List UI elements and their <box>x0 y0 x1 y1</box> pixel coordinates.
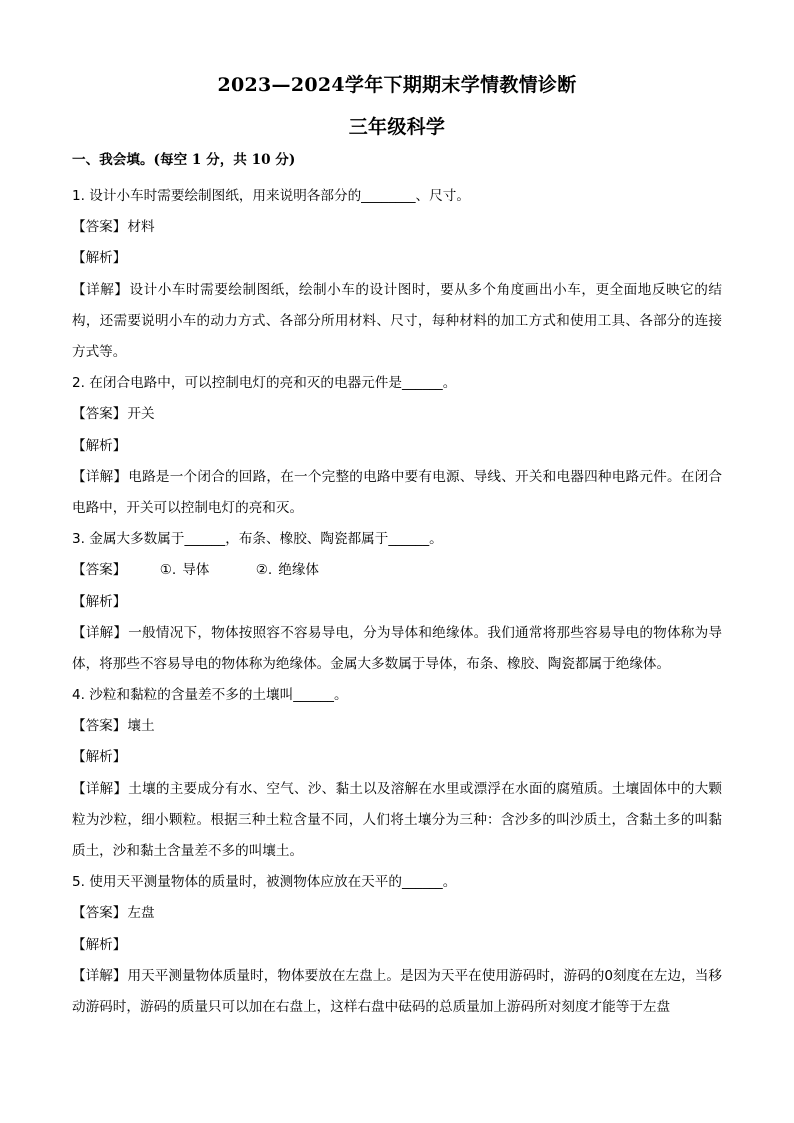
answer-text: 壤土 <box>127 718 155 735</box>
answer-option-2 <box>256 555 319 586</box>
answer-tag: 【答案】 <box>72 905 127 922</box>
detail-tag: 【详解】 <box>72 967 127 984</box>
answer-line <box>72 711 722 742</box>
section-heading: 一、我会填。(每空 1 分，共 10 分) <box>72 152 296 168</box>
analysis-tag: 【解析】 <box>72 250 127 267</box>
answer-option-2-text: 绝缘体 <box>278 562 320 579</box>
answer-tag: 【答案】 <box>72 406 127 423</box>
detail-tag: 【详解】 <box>72 281 129 298</box>
detail-text: 一般情况下，物体按照容不容易导电，分为导体和绝缘体。我们通常将那些容易导电的物体称为导体，将那些不容易导电的物体称为绝缘体。金属大多数属于导体，布条、橡胶、陶瓷都属于绝缘体。 <box>72 624 723 672</box>
question-stem: 4. 沙粒和黏粒的含量差不多的土壤叫______。 <box>72 687 348 704</box>
detail-paragraph <box>72 618 722 680</box>
detail-paragraph <box>72 462 722 524</box>
answer-option-1 <box>160 555 210 586</box>
detail-text: 土壤的主要成分有水、空气、沙、黏土以及溶解在水里或漂浮在水面的腐殖质。土壤固体中的大颗粒为沙粒，细小颗粒。根据三种土粒含量不同，人们将土壤分为三种：含沙多的叫沙质土，含黏土多的叫黏质土，沙和黏土含量差不多的叫壤土。 <box>72 780 723 860</box>
document-body <box>72 150 722 1023</box>
detail-text: 设计小车时需要绘制图纸，绘制小车的设计图时，要从多个角度画出小车，更全面地反映它的结构，还需要说明小车的动力方式、各部分所用材料、尺寸，每种材料的加工方式和使用工具、各部分的连接方式等。 <box>72 281 723 360</box>
detail-tag: 【详解】 <box>72 468 128 485</box>
answer-text: 材料 <box>127 219 155 236</box>
detail-tag: 【详解】 <box>72 624 128 641</box>
answer-line <box>72 555 722 586</box>
detail-text: 用天平测量物体质量时，物体要放在左盘上。是因为天平在使用游码时，游码的0刻度在左边，当移动游码时，游码的质量只可以加在右盘上，这样右盘中砝码的总质量加上游码所对刻度才能等于左盘 <box>72 967 722 1016</box>
analysis-tag: 【解析】 <box>72 749 127 766</box>
analysis-tag: 【解析】 <box>72 593 127 610</box>
answer-tag: 【答案】 <box>72 718 127 735</box>
page-title: 2023—2024学年下期期末学情教情诊断 <box>217 74 577 96</box>
question-stem: 1. 设计小车时需要绘制图纸，用来说明各部分的________、尺寸。 <box>72 188 470 204</box>
answer-line <box>72 399 722 430</box>
option-number-1: ①. <box>159 562 177 579</box>
question-stem: 3. 金属大多数属于______，布条、橡胶、陶瓷都属于______。 <box>72 531 443 548</box>
answer-line <box>72 898 722 929</box>
question-stem: 5. 使用天平测量物体的质量时，被测物体应放在天平的______。 <box>72 874 457 891</box>
detail-paragraph <box>72 774 722 868</box>
detail-paragraph <box>72 275 722 369</box>
answer-tag: 【答案】 <box>72 562 127 579</box>
answer-tag: 【答案】 <box>72 219 127 236</box>
analysis-tag: 【解析】 <box>72 437 127 454</box>
analysis-tag: 【解析】 <box>72 936 127 953</box>
detail-paragraph <box>72 961 722 1023</box>
page-subtitle: 三年级科学 <box>348 116 446 138</box>
answer-text: 左盘 <box>127 905 155 922</box>
detail-text: 电路是一个闭合的回路，在一个完整的电路中要有电源、导线、开关和电器四种电路元件。在闭合电路中，开关可以控制电灯的亮和灭。 <box>72 468 723 516</box>
detail-tag: 【详解】 <box>72 780 128 797</box>
answer-option-1-text: 导体 <box>182 562 210 579</box>
answer-line <box>72 212 722 243</box>
answer-text: 开关 <box>127 406 155 423</box>
question-stem: 2. 在闭合电路中，可以控制电灯的亮和灭的电器元件是______。 <box>72 375 457 392</box>
option-number-2: ②. <box>255 562 273 579</box>
